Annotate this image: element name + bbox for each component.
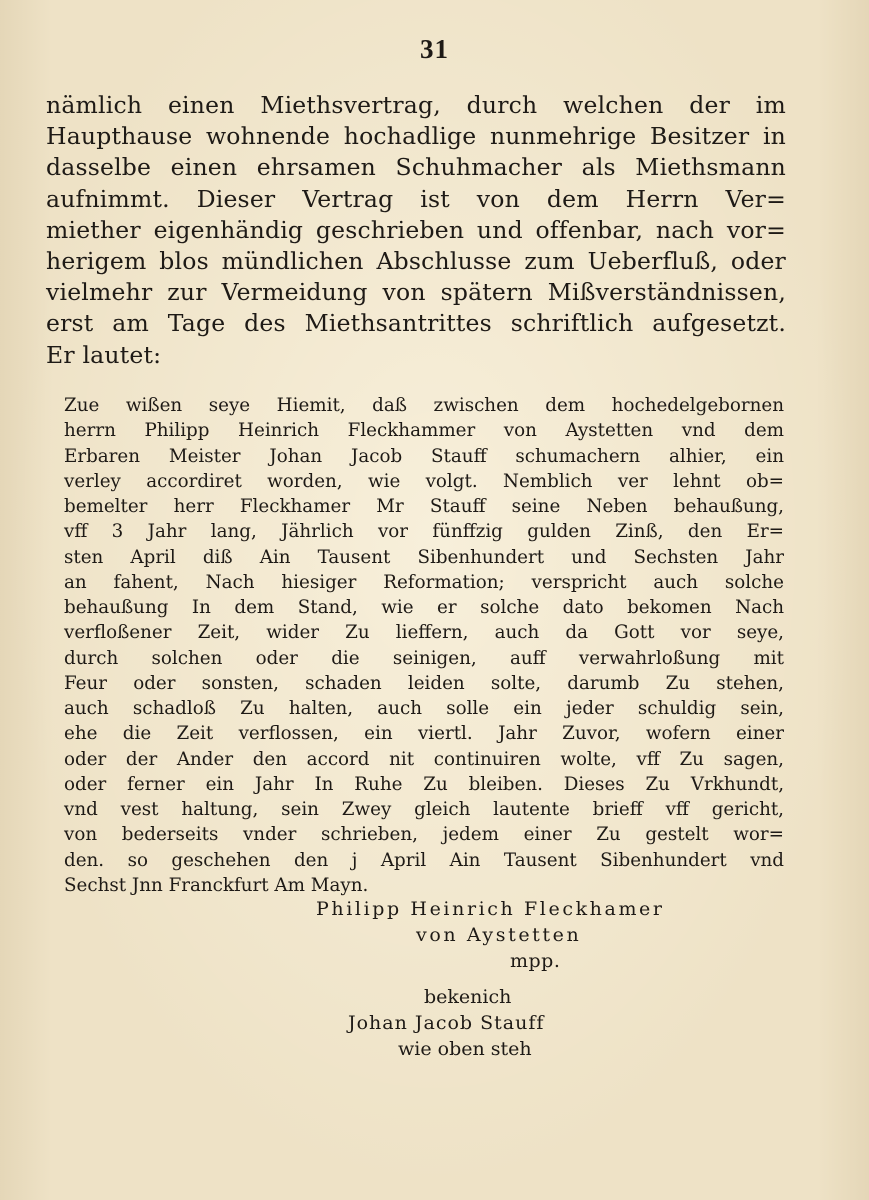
intro-line: herigem blos mündlichen Abschlusse zum Ueberfluß, oder [46,246,786,275]
landlord-signature-name: Philipp Heinrich Fleckhamer [316,898,665,920]
intro-paragraph [46,90,786,371]
contract-line: vff 3 Jahr lang, Jährlich vor fünffzig gulden Zinß, den Er= [64,521,784,543]
page-number: 31 [420,34,449,64]
contract-line: behaußung In dem Stand, wie er solche dato bekomen Nach [64,597,784,618]
intro-line: vielmehr zur Vermeidung von spätern Mißverständnissen, [46,278,786,307]
intro-line: Haupthause wohnende hochadlige nunmehrige Besitzer in [46,122,786,151]
contract-line: bemelter herr Fleckhamer Mr Stauff seine Neben behaußung, [64,496,784,517]
contract-line: Feur oder sonsten, schaden leiden solte, darumb Zu stehen, [64,672,784,694]
contract-line: sten April diß Ain Tausent Sibenhundert und Sechsten Jahr [64,546,784,568]
contract-line: oder ferner ein Jahr In Ruhe Zu bleiben. Dieses Zu Vrkhundt, [64,773,784,795]
contract-line: auch schadloß Zu halten, auch solle ein jeder schuldig sein, [64,698,784,719]
contract-line: verfloßener Zeit, wider Zu lieffern, auch da Gott vor seye, [64,622,784,644]
intro-line: dasselbe einen ehrsamen Schuhmacher als Miethsmann [46,153,786,182]
contract-line: oder der Ander den accord nit continuiren wolte, vff Zu sagen, [64,748,784,770]
intro-line: nämlich einen Miethsvertrag, durch welchen der im [46,91,786,119]
signature-block [0,896,869,1062]
contract-line: an fahent, Nach hiesiger Reformation; verspricht auch solche [64,571,784,593]
intro-line: Er lautet: [46,340,162,369]
landlord-signature-mark: mpp. [510,950,561,972]
tenant-confession: bekenich [424,986,512,1008]
contract-quotation [64,393,784,898]
contract-line: Sechst Jnn Franckfurt Am Mayn. [64,874,369,896]
intro-line: erst am Tage des Miethsantrittes schriftlich aufgesetzt. [46,309,786,338]
contract-line: vnd vest haltung, sein Zwey gleich lautente brieff vff gericht, [64,799,784,820]
contract-line: Zue wißen seye Hiemit, daß zwischen dem hochedelgebornen [64,395,784,416]
tenant-signature-note: wie oben steh [398,1038,532,1060]
contract-line: den. so geschehen den j April Ain Tausent Sibenhundert vnd [64,849,784,871]
landlord-signature-place: von Aystetten [416,924,582,946]
contract-line: Erbaren Meister Johan Jacob Stauff schumachern alhier, ein [64,445,784,467]
intro-line: miether eigenhändig geschrieben und offenbar, nach vor= [46,215,786,244]
contract-line: von bederseits vnder schrieben, jedem einer Zu gestelt wor= [64,824,784,846]
contract-line: ehe die Zeit verflossen, ein viertl. Jahr Zuvor, wofern einer [64,723,784,745]
intro-line: aufnimmt. Dieser Vertrag ist von dem Herrn Ver= [46,184,786,213]
tenant-signature-name: Johan Jacob Stauff [348,1012,545,1034]
contract-line: verley accordiret worden, wie volgt. Nemblich ver lehnt ob= [64,470,784,492]
contract-line: herrn Philipp Heinrich Fleckhammer von Aystetten vnd dem [64,420,784,442]
contract-line: durch solchen oder die seinigen, auff verwahrloßung mit [64,647,784,669]
